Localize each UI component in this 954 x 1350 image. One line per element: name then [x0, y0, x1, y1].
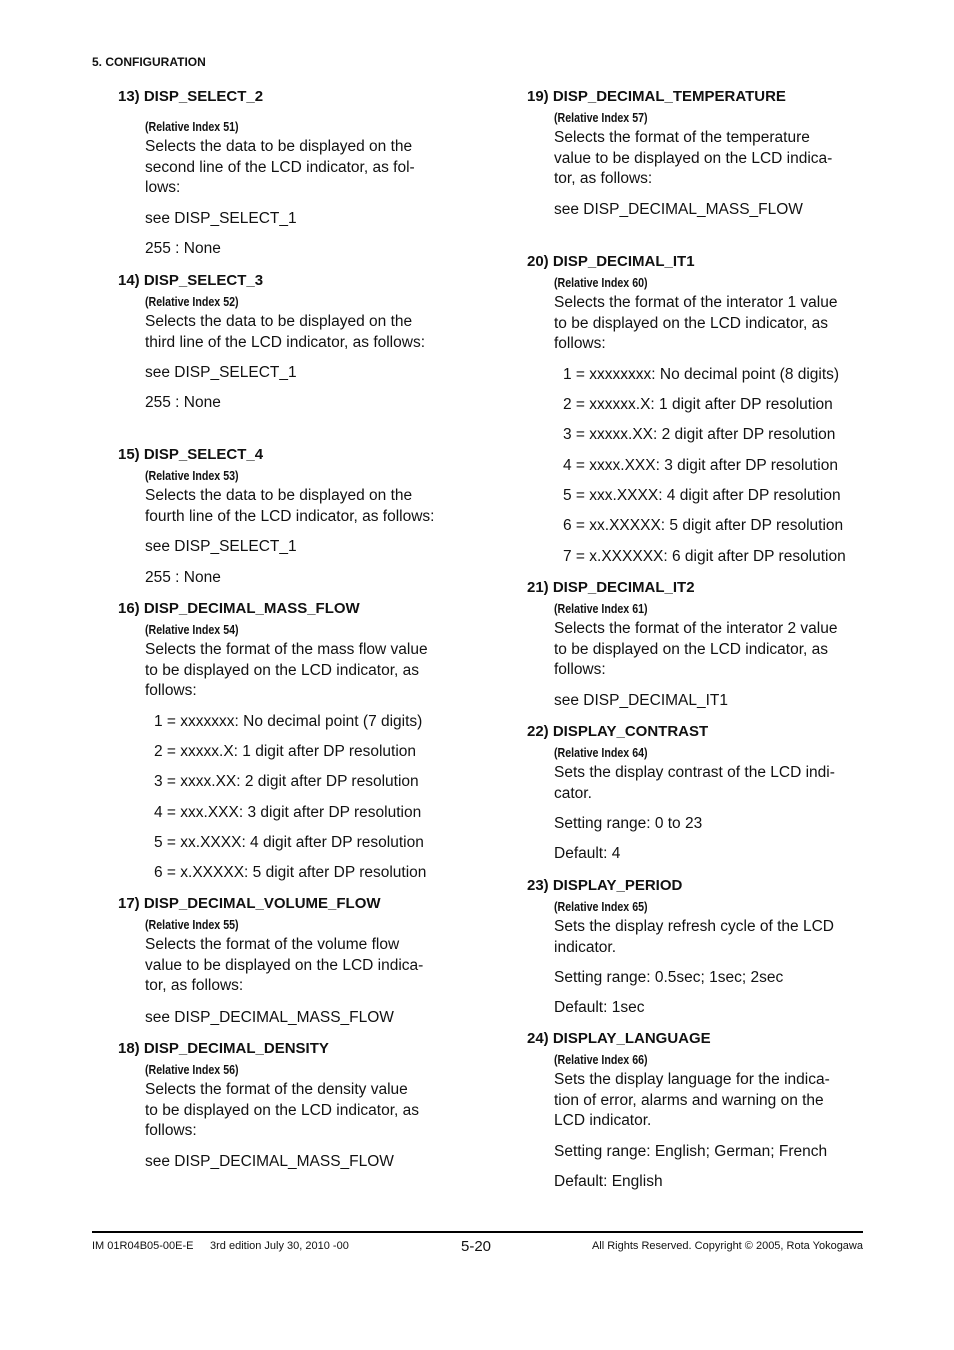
format-option: 3 = xxxxx.XX: 2 digit after DP resolution: [563, 426, 836, 443]
section-description: Selects the data to be displayed on the third line of the LCD indicator, as follows:: [145, 313, 425, 351]
relative-index: (Relative Index 57): [554, 110, 648, 125]
section-line: Setting range: 0.5sec; 1sec; 2sec: [554, 969, 784, 986]
section-line: Default: 1sec: [554, 999, 645, 1016]
section-title: 16) DISP_DECIMAL_MASS_FLOW: [118, 600, 360, 617]
relative-index: (Relative Index 60): [554, 275, 648, 290]
format-option: 5 = xx.XXXX: 4 digit after DP resolution: [154, 834, 424, 851]
relative-index: (Relative Index 54): [145, 622, 239, 637]
section-title: 15) DISP_SELECT_4: [118, 446, 264, 463]
section-description: Sets the display contrast of the LCD indi- cator.: [554, 764, 835, 802]
format-option: 2 = xxxxx.X: 1 digit after DP resolution: [154, 743, 417, 760]
relative-index: (Relative Index 61): [554, 601, 648, 616]
section-line: 255 : None: [145, 240, 221, 257]
section-title: 22) DISPLAY_CONTRAST: [527, 723, 709, 740]
section-description: Selects the data to be displayed on the fourth line of the LCD indicator, as follows:: [145, 487, 435, 525]
relative-index: (Relative Index 64): [554, 745, 648, 760]
section-title: 21) DISP_DECIMAL_IT2: [527, 579, 695, 596]
section-description: Selects the format of the interator 2 value to be displayed on the LCD indicator, as follows:: [554, 620, 838, 679]
section-line: see DISP_DECIMAL_MASS_FLOW: [145, 1009, 394, 1026]
section-line: see DISP_DECIMAL_IT1: [554, 692, 729, 709]
format-option: 3 = xxxx.XX: 2 digit after DP resolution: [154, 773, 419, 790]
section-title: 14) DISP_SELECT_3: [118, 272, 264, 289]
relative-index: (Relative Index 66): [554, 1052, 648, 1067]
section-title: 24) DISPLAY_LANGUAGE: [527, 1030, 711, 1047]
section-line: 255 : None: [145, 569, 221, 586]
section-line: Setting range: English; German; French: [554, 1143, 828, 1160]
section-description: Selects the format of the interator 1 value to be displayed on the LCD indicator, as follows:: [554, 294, 838, 353]
format-option: 7 = x.XXXXXX: 6 digit after DP resolution: [563, 548, 846, 565]
relative-index: (Relative Index 52): [145, 294, 239, 309]
format-option: 4 = xxxx.XXX: 3 digit after DP resolution: [563, 457, 838, 474]
section-description: Selects the format of the temperature value to be displayed on the LCD indica- tor, as follows:: [554, 129, 833, 188]
section-title: 20) DISP_DECIMAL_IT1: [527, 253, 695, 270]
format-option: 6 = xx.XXXXX: 5 digit after DP resolution: [563, 517, 844, 534]
section-line: see DISP_SELECT_1: [145, 538, 297, 555]
section-title: 13) DISP_SELECT_2: [118, 88, 264, 105]
section-description: Selects the format of the mass flow value to be displayed on the LCD indicator, as follows:: [145, 641, 428, 700]
section-line: Default: 4: [554, 845, 621, 862]
page-number: 5-20: [461, 1238, 492, 1255]
format-option: 2 = xxxxxx.X: 1 digit after DP resolution: [563, 396, 833, 413]
section-line: Default: English: [554, 1173, 663, 1190]
section-title: 17) DISP_DECIMAL_VOLUME_FLOW: [118, 895, 381, 912]
footer-edition: 3rd edition July 30, 2010 -00: [210, 1240, 349, 1252]
relative-index: (Relative Index 65): [554, 899, 648, 914]
relative-index: (Relative Index 55): [145, 917, 239, 932]
section-description: Sets the display refresh cycle of the LCD indicator.: [554, 918, 834, 956]
section-description: Selects the format of the volume flow value to be displayed on the LCD indica- tor, as follows:: [145, 936, 424, 995]
relative-index: (Relative Index 53): [145, 468, 239, 483]
format-option: 5 = xxx.XXXX: 4 digit after DP resolution: [563, 487, 841, 504]
section-description: Sets the display language for the indica- tion of error, alarms and warning on the LCD indicator.: [554, 1071, 830, 1130]
footer-rule: [92, 1231, 863, 1233]
format-option: 4 = xxx.XXX: 3 digit after DP resolution: [154, 804, 422, 821]
footer-copyright: All Rights Reserved. Copyright © 2005, Rota Yokogawa: [591, 1240, 863, 1252]
section-line: see DISP_DECIMAL_MASS_FLOW: [145, 1153, 394, 1170]
section-line: Setting range: 0 to 23: [554, 815, 703, 832]
section-title: 19) DISP_DECIMAL_TEMPERATURE: [527, 88, 786, 105]
relative-index: (Relative Index 51): [145, 119, 239, 134]
section-description: Selects the data to be displayed on the second line of the LCD indicator, as fol- lows:: [145, 138, 415, 197]
format-option: 6 = x.XXXXX: 5 digit after DP resolution: [154, 864, 427, 881]
section-line: see DISP_SELECT_1: [145, 210, 297, 227]
footer-doc-id: IM 01R04B05-00E-E: [92, 1240, 194, 1252]
section-line: 255 : None: [145, 394, 221, 411]
section-line: see DISP_SELECT_1: [145, 364, 297, 381]
section-title: 23) DISPLAY_PERIOD: [527, 877, 683, 894]
format-option: 1 = xxxxxxx: No decimal point (7 digits): [154, 713, 423, 730]
section-description: Selects the format of the density value to be displayed on the LCD indicator, as follows:: [145, 1081, 420, 1140]
section-title: 18) DISP_DECIMAL_DENSITY: [118, 1040, 329, 1057]
section-line: see DISP_DECIMAL_MASS_FLOW: [554, 201, 803, 218]
section-header: 5. CONFIGURATION: [92, 55, 206, 69]
format-option: 1 = xxxxxxxx: No decimal point (8 digits): [563, 366, 840, 383]
relative-index: (Relative Index 56): [145, 1062, 239, 1077]
